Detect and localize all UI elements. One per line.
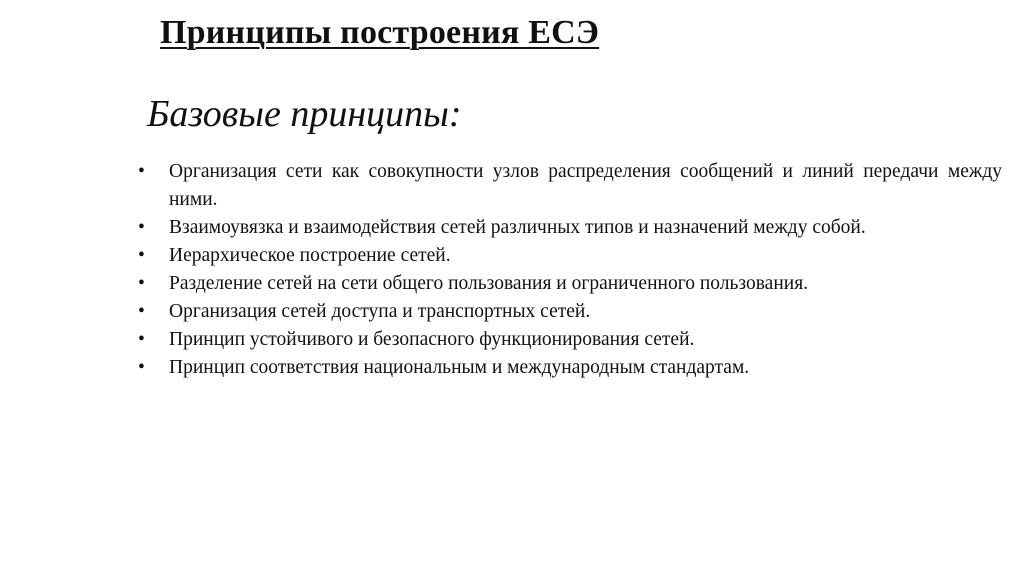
list-item-text: Взаимоувязка и взаимодействия сетей различных типов и назначений между собой. <box>169 217 866 238</box>
slide-title: Принципы построения ЕСЭ <box>160 14 600 51</box>
bullet-icon: • <box>138 161 145 182</box>
list-item-text: Организация сетей доступа и транспортных сетей. <box>169 301 591 322</box>
list-item <box>138 326 1002 354</box>
list-item-text: Разделение сетей на сети общего пользования и ограниченного пользования. <box>169 273 809 294</box>
list-item <box>138 158 1002 214</box>
principles-list <box>138 158 1002 382</box>
list-item <box>138 214 1002 242</box>
bullet-icon: • <box>138 245 145 266</box>
list-item-text: Принцип устойчивого и безопасного функционирования сетей. <box>169 329 695 350</box>
bullet-icon: • <box>138 329 145 350</box>
list-item-text: Принцип соответствия национальным и международным стандартам. <box>169 357 750 378</box>
bullet-icon: • <box>138 217 145 238</box>
list-item <box>138 270 1002 298</box>
slide-subtitle: Базовые принципы: <box>147 93 462 135</box>
bullet-icon: • <box>138 301 145 322</box>
bullet-icon: • <box>138 357 145 378</box>
list-item <box>138 242 1002 270</box>
list-item-text: Организация сети как совокупности узлов распределения сообщений и линий передачи между ними. <box>169 161 1002 210</box>
list-item-text: Иерархическое построение сетей. <box>169 245 451 266</box>
list-item <box>138 298 1002 326</box>
list-item <box>138 354 1002 382</box>
bullet-icon: • <box>138 273 145 294</box>
